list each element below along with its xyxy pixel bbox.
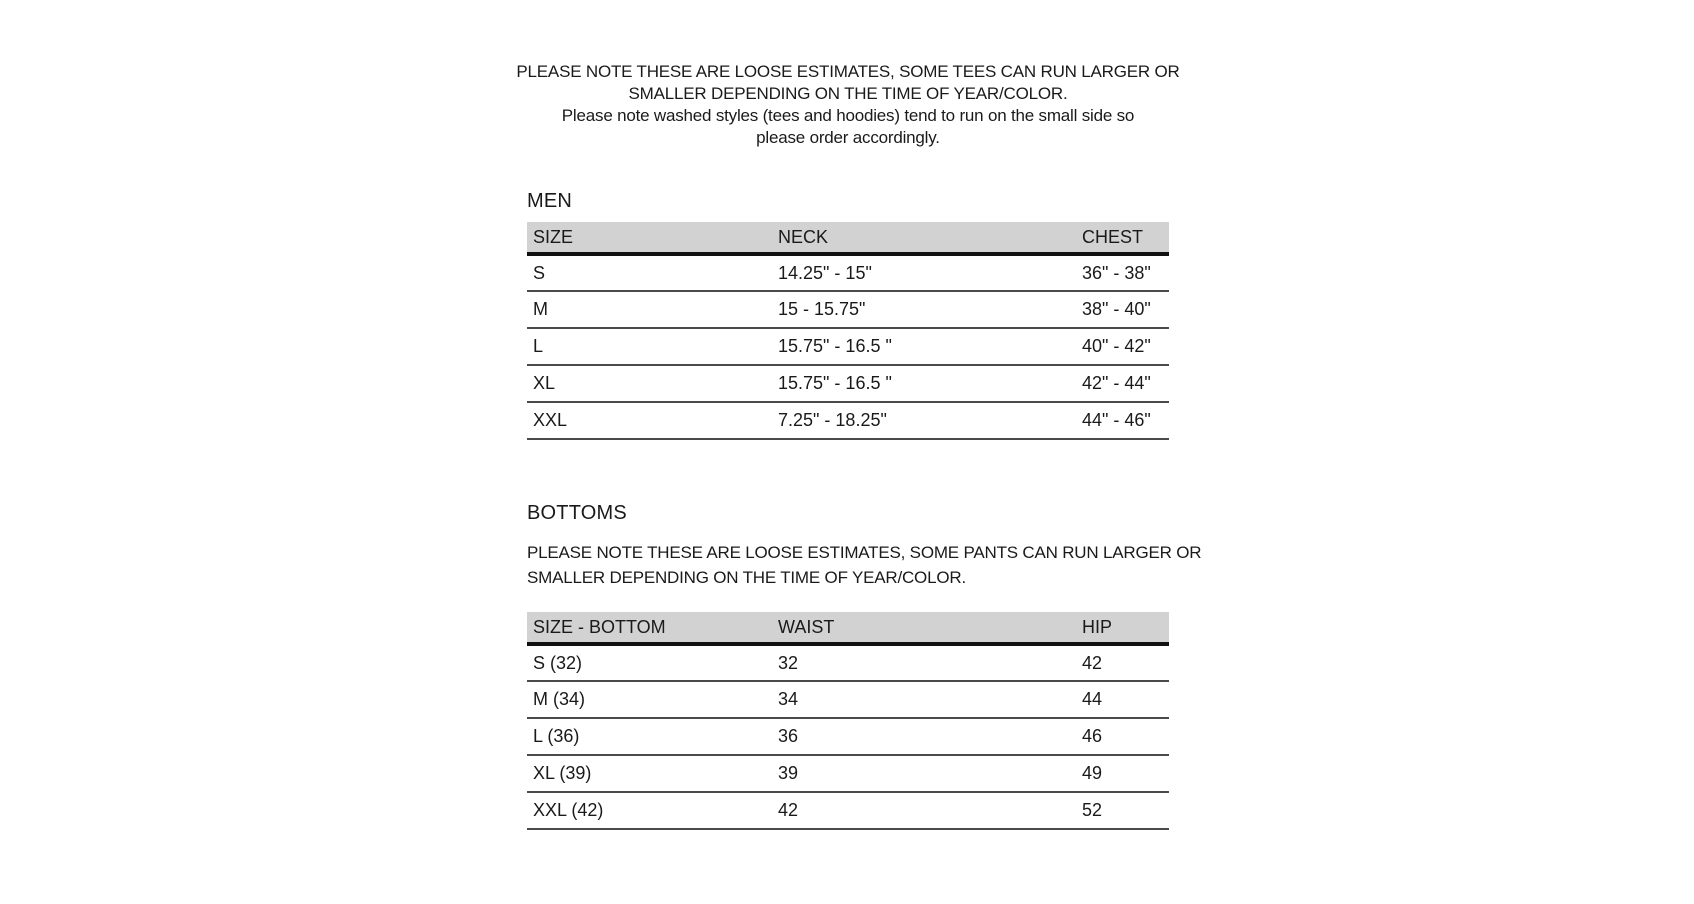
hip-cell: 49 [1082,755,1169,792]
table-row [527,365,1169,402]
hip-cell: 44 [1082,681,1169,718]
intro-note-line: PLEASE NOTE THESE ARE LOOSE ESTIMATES, SOME TEES CAN RUN LARGER OR [516,62,1180,81]
bottoms-note-line: PLEASE NOTE THESE ARE LOOSE ESTIMATES, SOME PANTS CAN RUN LARGER OR [527,543,1202,562]
size-cell: M (34) [527,681,778,718]
size-cell: XXL (42) [527,792,778,829]
table-row [527,755,1169,792]
column-header-chest: CHEST [1082,222,1169,254]
neck-cell: 15 - 15.75" [778,291,1082,328]
size-cell: XXL [527,402,778,439]
neck-cell: 14.25" - 15" [778,254,1082,291]
waist-cell: 36 [778,718,1082,755]
size-cell: S (32) [527,644,778,681]
chest-cell: 40" - 42" [1082,328,1169,365]
bottoms-section-heading: BOTTOMS [527,502,627,524]
size-cell: L [527,328,778,365]
chest-cell: 38" - 40" [1082,291,1169,328]
column-header-waist: WAIST [778,612,1082,644]
neck-cell: 15.75" - 16.5 " [778,365,1082,402]
hip-cell: 46 [1082,718,1169,755]
bottoms-size-table [527,612,1169,830]
size-guide-page [516,0,1202,904]
column-header-hip: HIP [1082,612,1169,644]
waist-cell: 42 [778,792,1082,829]
table-row [527,291,1169,328]
waist-cell: 34 [778,681,1082,718]
size-cell: L (36) [527,718,778,755]
table-header-row [527,222,1169,254]
table-header-row [527,612,1169,644]
intro-note-line: SMALLER DEPENDING ON THE TIME OF YEAR/COLOR. [628,84,1068,103]
waist-cell: 39 [778,755,1082,792]
neck-cell: 15.75" - 16.5 " [778,328,1082,365]
column-header-size: SIZE [527,222,778,254]
chest-cell: 44" - 46" [1082,402,1169,439]
size-cell: XL (39) [527,755,778,792]
table-row [527,402,1169,439]
bottoms-note-line: SMALLER DEPENDING ON THE TIME OF YEAR/COLOR. [527,568,966,587]
hip-cell: 52 [1082,792,1169,829]
hip-cell: 42 [1082,644,1169,681]
column-header-size-bottom: SIZE - BOTTOM [527,612,778,644]
intro-note-line: please order accordingly. [756,128,940,147]
men-section-heading: MEN [527,190,573,212]
size-cell: S [527,254,778,291]
size-cell: M [527,291,778,328]
intro-note [516,61,1179,149]
table-row [527,328,1169,365]
chest-cell: 42" - 44" [1082,365,1169,402]
column-header-neck: NECK [778,222,1082,254]
table-row [527,254,1169,291]
men-size-table [527,222,1169,440]
intro-note-line: Please note washed styles (tees and hoodies) tend to run on the small side so [561,106,1135,125]
size-cell: XL [527,365,778,402]
chest-cell: 36" - 38" [1082,254,1169,291]
waist-cell: 32 [778,644,1082,681]
table-row [527,644,1169,681]
table-row [527,718,1169,755]
table-row [527,681,1169,718]
neck-cell: 7.25" - 18.25" [778,402,1082,439]
table-row [527,792,1169,829]
bottoms-note [527,540,1201,590]
